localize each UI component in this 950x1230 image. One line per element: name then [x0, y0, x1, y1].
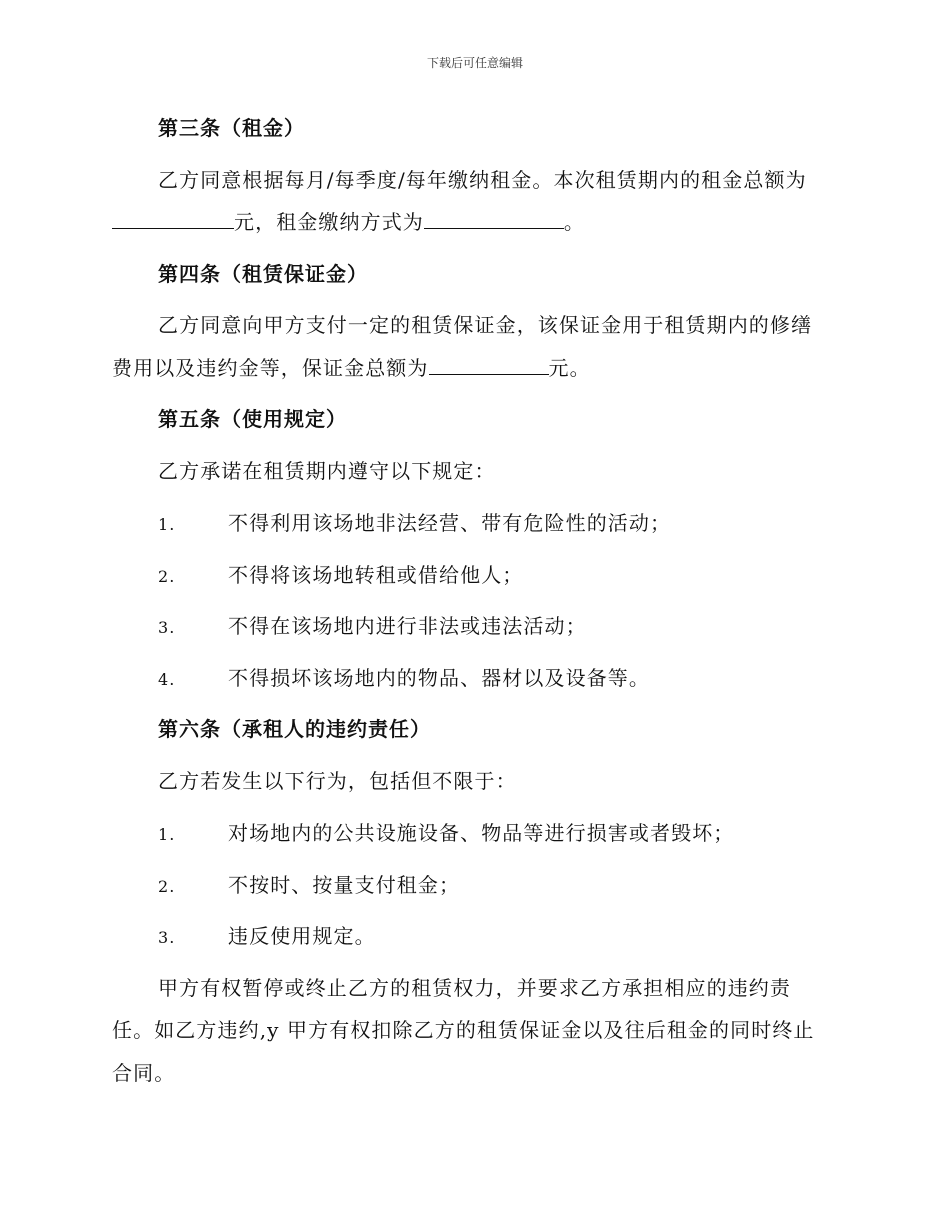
section-4-title: 第四条（租赁保证金） [158, 262, 368, 286]
section-3-text-b: 元，租金缴纳方式为 [234, 210, 424, 234]
list-number: 1. [158, 515, 176, 534]
list-item [158, 924, 376, 950]
section-3-title: 第三条（租金） [158, 116, 305, 140]
list-text: 不得损坏该场地内的物品、器材以及设备等。 [228, 666, 650, 690]
list-number: 2. [158, 567, 176, 586]
section-3-text-c: 。 [563, 210, 586, 234]
list-item [158, 666, 650, 692]
section-6-intro: 乙方若发生以下行为，包括但不限于： [158, 769, 517, 793]
list-item [158, 563, 523, 589]
page-header: 下载后可任意编辑 [426, 56, 523, 70]
list-number: 3. [158, 618, 176, 637]
list-text: 不按时、按量支付租金； [228, 873, 461, 897]
section-4-paragraph-line-2 [112, 356, 838, 380]
section-4-paragraph-line-1: 乙方同意向甲方支付一定的租赁保证金，该保证金用于租赁期内的修缮 [158, 313, 813, 337]
section-5-title: 第五条（使用规定） [158, 407, 347, 431]
section-3-paragraph-line-1: 乙方同意根据每月/每季度/每年缴纳租金。本次租赁期内的租金总额为 [158, 168, 807, 192]
list-number: 2. [158, 877, 176, 896]
list-item [158, 614, 587, 640]
list-text: 不得在该场地内进行非法或违法活动； [228, 614, 587, 638]
list-item [158, 873, 460, 899]
list-number: 1. [158, 825, 176, 844]
section-6-closing-line-3: 合同。 [112, 1061, 176, 1085]
section-5-intro: 乙方承诺在租赁期内遵守以下规定： [158, 459, 496, 483]
list-item [158, 511, 671, 537]
section-6-title: 第六条（承租人的违约责任） [158, 717, 431, 741]
list-text: 违反使用规定。 [228, 924, 376, 948]
list-item [158, 821, 734, 847]
section-6-closing-line-1: 甲方有权暂停或终止乙方的租赁权力，并要求乙方承担相应的违约责 [158, 976, 791, 1000]
list-text: 不得利用该场地非法经营、带有危险性的活动； [228, 511, 672, 535]
rent-total-blank[interactable] [112, 210, 234, 229]
list-number: 4. [158, 670, 176, 689]
payment-method-blank[interactable] [424, 210, 564, 229]
list-text: 对场地内的公共设施设备、物品等进行损害或者毁坏； [228, 821, 735, 845]
section-6-closing-line-2: 任。如乙方违约,y 甲方有权扣除乙方的租赁保证金以及往后租金的同时终止 [112, 1018, 815, 1042]
section-4-text-c: 元。 [548, 356, 591, 380]
section-4-text-b: 费用以及违约金等，保证金总额为 [112, 356, 429, 380]
deposit-total-blank[interactable] [429, 356, 549, 375]
list-text: 不得将该场地转租或借给他人； [228, 563, 524, 587]
section-3-paragraph-line-2 [112, 210, 838, 234]
list-number: 3. [158, 928, 176, 947]
